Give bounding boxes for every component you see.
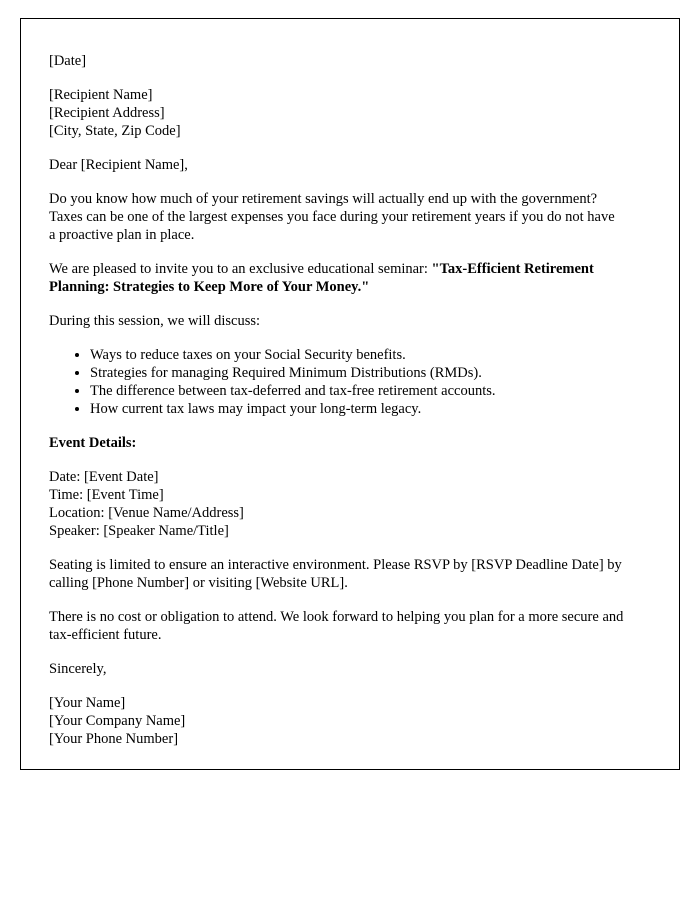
seminar-title-text: "Tax-Efficient Retirement Planning: Strategies to Keep More of Your Money." [49,261,594,295]
signature-company-line: [Your Company Name] [49,713,186,729]
recipient-block [49,86,624,140]
discussion-intro: During this session, we will discuss: [49,313,261,329]
bullet-item-social-security: • Ways to reduce taxes on your Social Security benefits. [90,346,624,364]
intro-paragraph: Do you know how much of your retirement savings will actually end up with the government? Taxes can be one of the largest expenses you face during your retirement years if you do not have a proactive plan in place. [49,191,615,243]
event-time-line: Time: [Event Time] [49,487,164,503]
recipient-name-line: [Recipient Name] [49,87,153,103]
signature-phone-line: [Your Phone Number] [49,731,179,747]
invitation-prefix-text: We are pleased to invite you to an exclusive educational seminar: [49,261,432,277]
date-line: [Date] [49,53,87,69]
event-details-block [49,468,624,540]
event-location-line: Location: [Venue Name/Address] [49,505,244,521]
signoff: Sincerely, [49,661,107,677]
event-details-heading: Event Details: [49,435,137,451]
closing-paragraph: There is no cost or obligation to attend. We look forward to helping you plan for a more secure and tax-efficient future. [49,609,624,643]
signature-name-line: [Your Name] [49,695,126,711]
bullet-item-tax-deferred: • The difference between tax-deferred and tax-free retirement accounts. [90,382,624,400]
salutation: Dear [Recipient Name], [49,157,188,173]
event-speaker-line: Speaker: [Speaker Name/Title] [49,523,229,539]
bullet-list [49,346,624,418]
bullet-item-rmds: • Strategies for managing Required Minimum Distributions (RMDs). [90,364,624,382]
rsvp-paragraph: Seating is limited to ensure an interactive environment. Please RSVP by [RSVP Deadline Date] by calling [Phone Number] or visiting [Website URL]. [49,557,622,591]
event-date-line: Date: [Event Date] [49,469,159,485]
recipient-city-line: [City, State, Zip Code] [49,123,181,139]
bullet-item-legacy: • How current tax laws may impact your long-term legacy. [90,400,624,418]
letter-border-container [20,18,680,770]
signature-block [49,694,624,748]
invitation-paragraph [49,260,624,296]
recipient-address-line: [Recipient Address] [49,105,165,121]
